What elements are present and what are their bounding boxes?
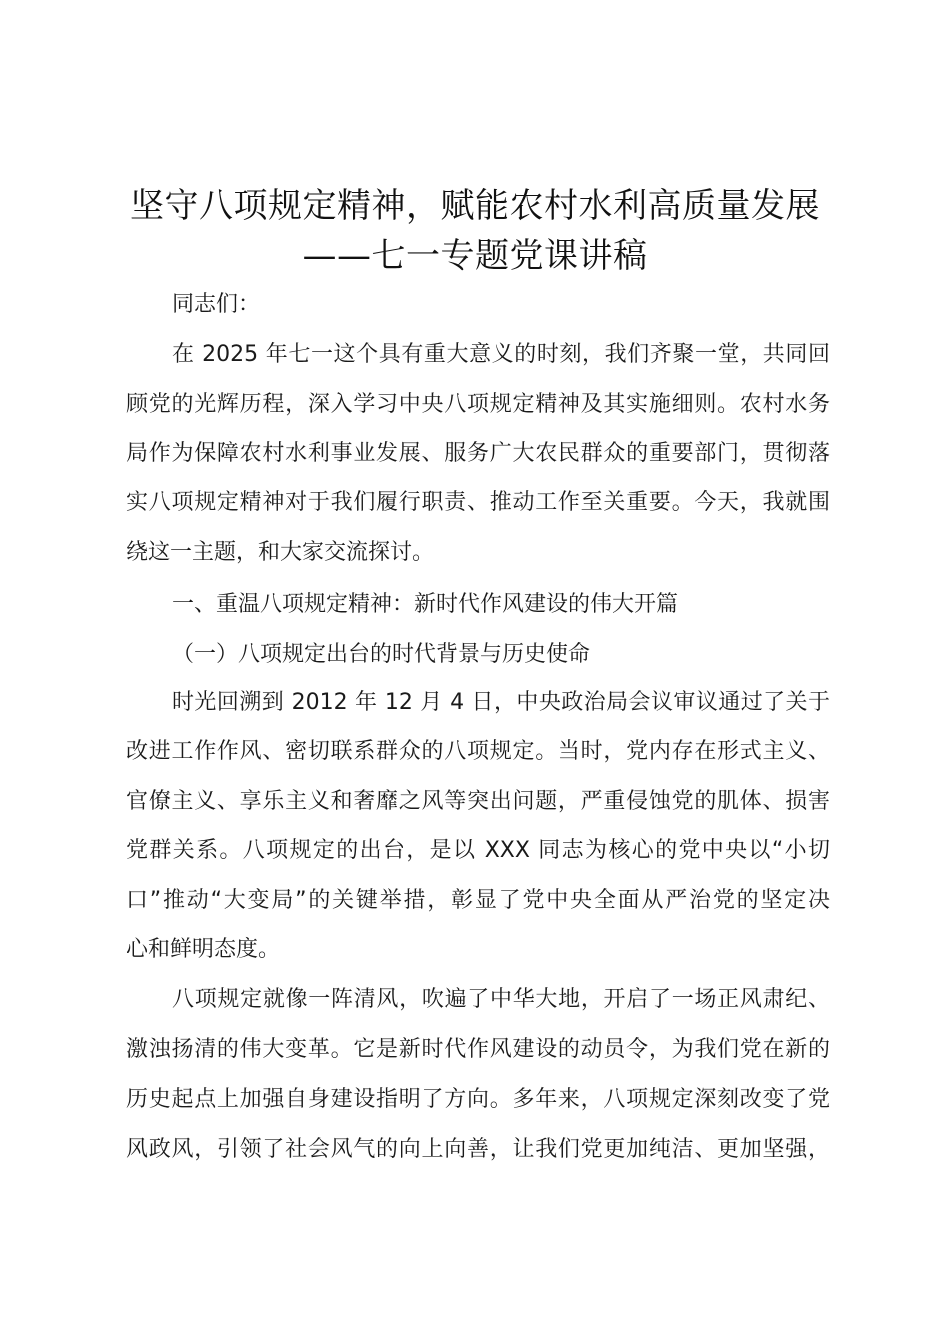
paragraph-1-line: 在 2025 年七一这个具有重大意义的时刻，我们齐聚一堂，共同回 [172, 342, 830, 367]
paragraph-1-line: 绕这一主题，和大家交流探讨。 [126, 540, 435, 565]
subsection-heading: （一）八项规定出台的时代背景与历史使命 [172, 642, 591, 667]
paragraph-2-line: 时光回溯到 2012 年 12 月 4 日，中央政治局会议审议通过了关于 [172, 690, 830, 715]
paragraph-3-line: 八项规定就像一阵清风，吹遍了中华大地，开启了一场正风肃纪、 [172, 987, 830, 1012]
document-subtitle: ——七一专题党课讲稿 [302, 236, 648, 276]
paragraph-1-line: 局作为保障农村水利事业发展、服务广大农民群众的重要部门，贯彻落 [126, 441, 830, 466]
paragraph-2-line: 官僚主义、享乐主义和奢靡之风等突出问题，严重侵蚀党的肌体、损害 [126, 789, 830, 814]
paragraph-3-line: 风政风，引领了社会风气的向上向善，让我们党更加纯洁、更加坚强， [126, 1137, 830, 1162]
paragraph-2-line: 心和鲜明态度。 [126, 937, 281, 962]
paragraph-2-line: 党群关系。八项规定的出台，是以 XXX 同志为核心的党中央以“小切 [126, 838, 830, 863]
salutation: 同志们： [172, 292, 261, 317]
paragraph-3-line: 历史起点上加强自身建设指明了方向。多年来，八项规定深刻改变了党 [126, 1087, 830, 1112]
document-title: 坚守八项规定精神，赋能农村水利高质量发展 [130, 186, 820, 226]
paragraph-1-line: 实八项规定精神对于我们履行职责、推动工作至关重要。今天，我就围 [126, 490, 830, 515]
section-heading: 一、重温八项规定精神：新时代作风建设的伟大开篇 [172, 592, 679, 617]
paragraph-1-line: 顾党的光辉历程，深入学习中央八项规定精神及其实施细则。农村水务 [126, 392, 830, 417]
paragraph-2-line: 改进工作作风、密切联系群众的八项规定。当时，党内存在形式主义、 [126, 739, 830, 764]
paragraph-2-line: 口”推动“大变局”的关键举措，彰显了党中央全面从严治党的坚定决 [126, 888, 830, 913]
paragraph-3-line: 激浊扬清的伟大变革。它是新时代作风建设的动员令，为我们党在新的 [126, 1037, 830, 1062]
